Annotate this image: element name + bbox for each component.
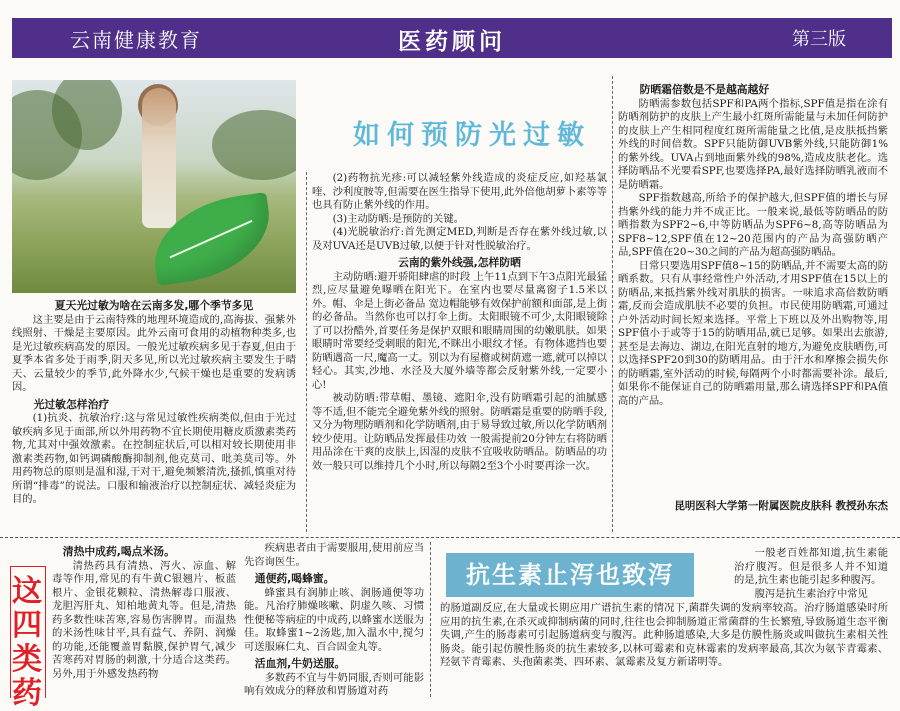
paragraph-tongbian: 蜂蜜具有润肺止咳、润肠通便等功能。凡治疗肺燥咳嗽、阴虚久咳、习惯性便秘等病症的中成药,以蜂蜜水送服为佳。取蜂蜜1~2汤匙,加入温水中,搅匀可送服麻仁丸、百合固金丸等。 (244, 586, 424, 653)
side-title-char: 四 (12, 608, 42, 643)
paragraph-sun-2: 被动防晒:带草帽、墨镜、遮阳伞,没有防晒霜引起的油腻感等不适,但不能完全避免紫外线的照射。防晒霜是重要的防晒手段,又分为物理防晒剂和化学防晒剂,由于易导致过敏,所以化学防晒剂较少使用。让防晒品发挥最佳功效 一般需提前20分钟左右将防晒用品涂在干爽的皮肤上,因湿的皮肤不宜吸收防晒品。防晒品的功效一般只可以维持几个小时,所以每隔2至3个小时要再涂一次。 (312, 392, 607, 472)
subheading-treatment: 光过敏怎样治疗 (33, 397, 110, 411)
subheading-intro: 夏天光过敏为啥在云南多发,哪个季节多见 (54, 299, 254, 312)
subheading-tongbian: 通便药,喝蜂蜜。 (254, 572, 335, 585)
column-divider (430, 542, 431, 697)
article-column-left (12, 296, 296, 507)
title-char: 防 (455, 120, 489, 151)
paragraph-treatment-3: (3)主动防晒:是预防的关键。 (332, 212, 464, 225)
paragraph-qingre: 清热药具有清热、泻火、凉血、解毒等作用,常见的有牛黄C银翘片、板蓝根片、金银花颗粒、清热解毒口服液、龙胆泻肝丸、知柏地黄丸等。但是,清热药多数性味苦寒,容易伤害脾胃。而温热的米汤性味甘平,具有益气、养阴、润燥的功能,还能覆盖胃黏膜,保护胃气,减少苦寒药对胃肠的刺激,十分适合这类药。另外,用于外感发热药物 (52, 559, 236, 680)
article3-body (440, 602, 888, 670)
side-title-char: 药 (12, 676, 42, 711)
article-column-right (618, 80, 888, 408)
article-title (332, 113, 612, 152)
paragraph-treatment-2: (2)药物抗光疹:可以减轻紫外线造成的炎症反应,如羟基氯喹、沙利度胺等,但需要在医生指导下使用,此外倍他胡萝卜素等等也具有防止紫外线的作用。 (312, 172, 607, 211)
tree-shape (52, 80, 122, 150)
article2-column-1 (52, 542, 236, 681)
side-title-char: 类 (12, 642, 42, 677)
paragraph-spf-3: 日常只要选用SPF值8~15的防晒品,并不需要太高的防晒系数。只有从事经常性户外活动,才用SPF值在15以上的防晒品,来抵挡紫外线对肌肤的损害。一味追求高倍数防晒霜,反而会造成肌肤不必要的负担。市民使用防晒霜,可通过户外活动时间长短来选择。平常上下班以及外出购物等,用SPF值小于或等于15的防晒用品,就已足够。如果出去旅游,甚至是去海边、湖边,在阳光直射的地方,为避免皮肤晒伤,可以选择SPF20到30的防晒用品。由于汗水和摩擦会损失你的防晒霜,室外活动的时候,每隔两个小时都需要补涂。最后,如果你不能保证自己的防晒霜用量,那么请选择SPF和PA值高的产品。 (618, 259, 888, 407)
side-title-char: 这 (12, 574, 42, 609)
title-char: 如 (353, 120, 387, 151)
subheading-qingre: 清热中成药,喝点米汤。 (62, 545, 175, 558)
page-number: 第三版 (792, 29, 846, 50)
title-char: 预 (421, 120, 455, 151)
paragraph-spf-2: SPF指数越高,所给予的保护越大,但SPF值的增长与屏挡紫外线的能力并不成正比。一般来说,最低等防晒品的防晒指数为SPF2~6,中等防晒品为SPF6~8,高等防晒品为SPF8~12,SPF值在12~20范围内的产品为高强防晒产品,SPF值在20~30之间的产品为超高强防晒品。 (618, 192, 888, 258)
subheading-huoxue: 活血剂,牛奶送服。 (254, 657, 346, 670)
article-photo (12, 80, 296, 293)
title-char: 敏 (557, 120, 591, 151)
title-char: 过 (523, 120, 557, 151)
side-title (10, 575, 44, 711)
section-divider (0, 537, 900, 538)
antibiotic-article-title: 抗生素止泻也致泻 (446, 553, 694, 597)
paragraph-antibiotic-lead-2: 腹泻是抗生素治疗中常见 (754, 587, 868, 600)
woman-figure-shape (142, 88, 176, 228)
paragraph-spf-1: 防晒需参数包括SPF和PA两个指标,SPF值是指在涂有防晒剂防护的皮肤上产生最小红斑所需能量与未加任何防护的皮肤上产生相同程度红斑所需能量之比值,是皮肤抵挡紫外线的时间倍数。SPF只能防御UVB紫外线,只能防御1%的紫外线。UVA占到地面紫外线的98%,造成皮肤老化。选择防晒品不光要看SPF,也要选择PA,最好选择防晒乳液而不是防晒霜。 (618, 97, 888, 191)
article-column-middle (312, 172, 607, 473)
paragraph-mid: 疾病患者由于需要服用,使用前应当先咨询医生。 (244, 542, 424, 568)
article3-lead-column (734, 547, 888, 601)
subheading-spf: 防晒霜倍数是不是越高越好 (639, 83, 770, 96)
title-char: 何 (387, 120, 421, 151)
article2-column-2 (244, 542, 424, 699)
paragraph-antibiotic-lead: 一般老百姓都知道,抗生素能治疗腹泻。但是很多人并不知道的是,抗生素也能引起多种腹泻。 (734, 547, 888, 586)
section-title: 医药顾问 (398, 29, 506, 55)
paragraph-antibiotic-body: 的肠道副反应,在大量或长期应用广谱抗生素的情况下,菌群失调的发病率较高。治疗肠道感染时所应用的抗生素,在杀灭或抑制病菌的同时,往往也会抑制肠道正常菌群的生长繁殖,导致肠道生态平衡失调,产生的肠毒素可引起肠道病变与腹泻。此种肠道感染,大多是仿膜性肠炎或叫做抗生素相关性肠炎。能引起仿膜性肠炎的抗生素较多,以林可霉素和克林霉素的发病率最高,其次为氨苄青霉素、羟氨苄青霉素、头孢菌素类、四环素、氯霉素及复方新诺明等。 (440, 602, 888, 668)
section-banner (12, 18, 892, 58)
paragraph-intro: 这主要是由于云南特殊的地理环境造成的,高海拔、强紫外线照射、干燥是主要原因。此外云南可食用的动植物种类多,也是光过敏疾病高发的原因。一般光过敏疾病多见于春夏,但由于夏季本省多处于雨季,阴天多见,所以光过敏疾病主要发生于晴天、云量较少的季节,此外降水少,气候干燥也是重要的发病诱因。 (12, 313, 296, 393)
column-divider (612, 76, 613, 532)
author-signature: 昆明医科大学第一附属医院皮肤科 教授孙东杰 (674, 500, 888, 512)
paragraph-treatment-4: (4)光脱敏治疗:首先测定MED,判断是否存在紫外线过敏,以及对UVA还是UVB过敏,以便于针对性脱敏治疗。 (312, 226, 607, 252)
paragraph-huoxue: 多数药不宜与牛奶同服,否则可能影响有效成分的释放和胃肠道对药 (244, 671, 424, 697)
subheading-sun-protection: 云南的紫外线强,怎样防晒 (398, 256, 521, 269)
newspaper-name: 云南健康教育 (70, 28, 202, 52)
paragraph-sun-1: 主动防晒:避开骄阳肆虐的时段 上午11点到下午3点阳光最猛烈,应尽量避免曝晒在阳光下。在室内也要尽量离窗子1.5米以外。帽、伞是上街必备品 宽边帽能够有效保护前额和面部,是上街的必备品。当然你也可以打伞上街。太阳眼镜不可少,太阳眼镜除了可以扮酷外,首要任务是保护双眼和眼睛周围的幼嫩肌肤。如果眼睛时常要经受刺眼的阳光,不眯出小眼纹才怪。有物体遮挡也要防晒遇高一尺,魔高一丈。别以为有屋檐或树荫遮一遮,就可以掉以轻心。其实,沙地、水泾及大厦外墙等都会反射紫外线,一定要小心! (312, 270, 607, 391)
tree-shape (212, 110, 296, 180)
paragraph-treatment-1: (1)抗炎、抗敏治疗:这与常见过敏性疾病类似,但由于光过敏疾病多见于面部,所以外用药物不宜长期使用糖皮质激素类药物,尤其对中强效激素。在控制症状后,可以相对较长期使用非激素类药物,如钙调磷酸酶抑制剂,他克莫司、吡美莫司等。外用药物总的原则是温和湿,干对干,避免频繁清洗,搔抓,慎重对待所谓“排毒”的说法。口服和输液治疗以控制症状、减轻炎症为目的。 (12, 412, 296, 505)
title-char: 光 (489, 120, 523, 151)
column-divider (306, 172, 307, 532)
